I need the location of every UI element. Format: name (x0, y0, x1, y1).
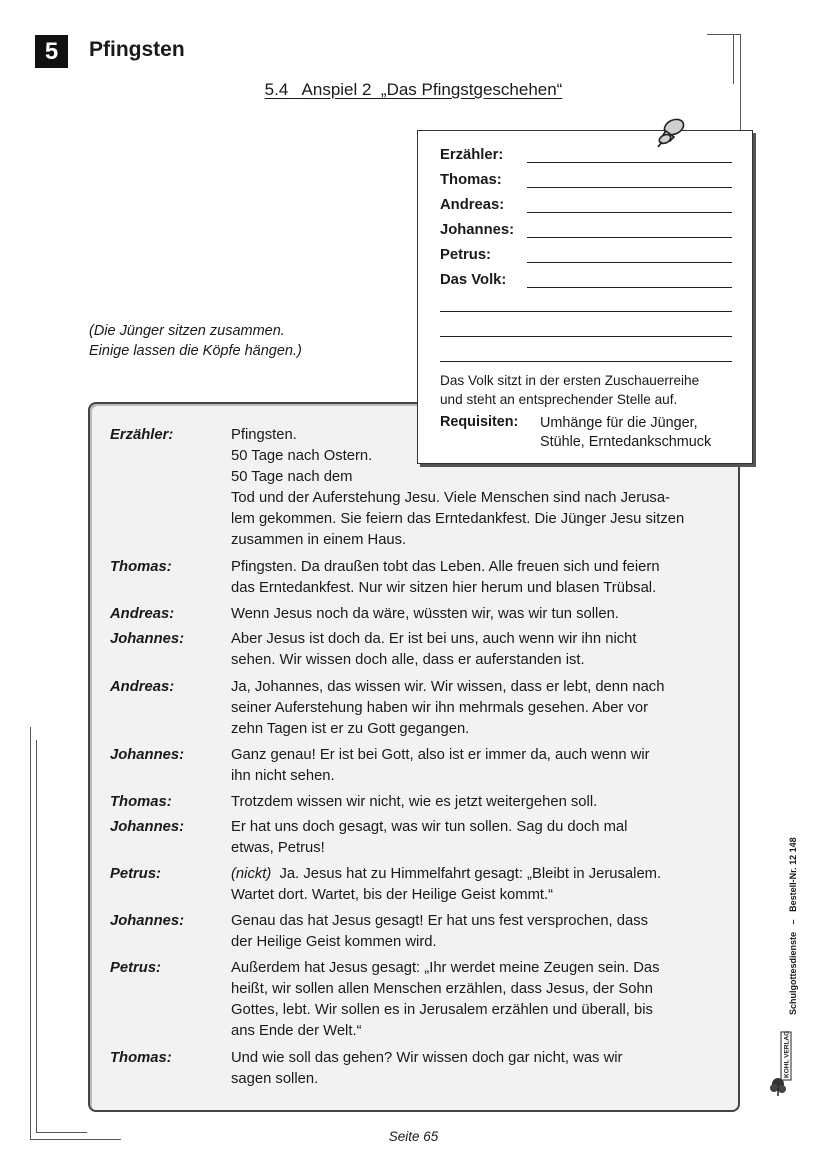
speech-line: Außerdem hat Jesus gesagt: „Ihr werdet meine Zeugen sein. Das (231, 960, 660, 976)
section-number: 5.4 (264, 80, 289, 99)
speech-line: 50 Tage nach dem (231, 469, 353, 485)
speech-line: Ja, Johannes, das wissen wir. Wir wissen, dass er lebt, denn nach (231, 679, 665, 695)
cast-role-thomas: Thomas: (440, 172, 502, 188)
speech-line: Pfingsten. Da draußen tobt das Leben. Alle freuen sich und feiern (231, 559, 660, 575)
section-title (0, 80, 827, 100)
speaker-name: Petrus: (110, 866, 161, 882)
speaker-name: Petrus: (110, 960, 161, 976)
speaker-name: Johannes: (110, 819, 184, 835)
speech-text (231, 911, 726, 953)
speech-line (231, 864, 726, 885)
blank-line (440, 361, 732, 362)
props-line: Stühle, Erntedankschmuck (540, 434, 712, 450)
speech-text (231, 958, 726, 1042)
props-label: Requisiten: (440, 414, 519, 430)
cast-role-johannes: Johannes: (440, 222, 514, 238)
bottom-left-bracket-inner (36, 740, 87, 1133)
speaker-name: Andreas: (110, 606, 175, 622)
sidebar-product-info (788, 837, 798, 1015)
publisher-logo (768, 1028, 794, 1098)
audience-note-line: und steht an entsprechender Stelle auf. (440, 392, 678, 407)
separator: – (788, 919, 798, 925)
cast-name-line (527, 287, 732, 288)
cast-name-line (527, 162, 732, 163)
speech-line: ans Ende der Welt.“ (231, 1023, 362, 1039)
speaker-name: Thomas: (110, 794, 172, 810)
speaker-name: Thomas: (110, 559, 172, 575)
speech-line: sehen. Wir wissen doch alle, dass er auferstanden ist. (231, 652, 585, 668)
speaker-name: Andreas: (110, 679, 175, 695)
speech-text (231, 604, 726, 625)
cast-role-andreas: Andreas: (440, 197, 505, 213)
props-list (540, 414, 711, 452)
speech-line: etwas, Petrus! (231, 840, 325, 856)
speech-text (231, 817, 726, 859)
audience-note (440, 371, 740, 409)
stage-direction (89, 321, 302, 361)
speech-text (231, 1048, 726, 1090)
speech-line: Trotzdem wissen wir nicht, wie es jetzt weitergehen soll. (231, 794, 598, 810)
speaker-name: Erzähler: (110, 427, 174, 443)
speech-text (231, 629, 726, 671)
chapter-number: 5 (44, 37, 59, 65)
blank-line (440, 311, 732, 312)
product-name: Schulgottesdienste (788, 931, 798, 1015)
speech-text (231, 745, 726, 787)
cast-card (417, 130, 753, 464)
speech-line: Wenn Jesus noch da wäre, wüssten wir, was wir tun sollen. (231, 606, 619, 622)
speech-line: heißt, wir sollen allen Menschen erzählen, dass Jesus, der Sohn (231, 981, 653, 997)
speech-line: Tod und der Auferstehung Jesu. Viele Menschen sind nach Jerusa- (231, 490, 670, 506)
speaker-name: Johannes: (110, 913, 184, 929)
blank-line (440, 336, 732, 337)
cast-name-line (527, 212, 732, 213)
speech-line: sagen sollen. (231, 1071, 319, 1087)
stage-direction-line-2: Einige lassen die Köpfe hängen.) (89, 343, 302, 359)
speech-line: 50 Tage nach Ostern. (231, 448, 373, 464)
cast-name-line (527, 237, 732, 238)
section-name: Anspiel 2 „Das Pfingstgeschehen“ (301, 80, 563, 99)
speech-text (231, 557, 726, 599)
speech-line: Er hat uns doch gesagt, was wir tun sollen. Sag du doch mal (231, 819, 628, 835)
order-number: Bestell-Nr. 12 148 (788, 837, 798, 912)
speech-line: lem gekommen. Sie feiern das Erntedankfest. Die Jünger Jesu sitzen (231, 511, 685, 527)
speech-line: der Heilige Geist kommen wird. (231, 934, 437, 950)
page-number: Seite 65 (388, 1129, 439, 1144)
speaker-name: Thomas: (110, 1050, 172, 1066)
speech-line: das Erntedankfest. Nur wir sitzen hier herum und blasen Trübsal. (231, 580, 657, 596)
speech-line: Und wie soll das gehen? Wir wissen doch gar nicht, was wir (231, 1050, 623, 1066)
speaker-name: Johannes: (110, 747, 184, 763)
publisher-name: KOHL VERLAG (783, 1030, 791, 1078)
pushpin-icon (654, 117, 688, 149)
speech-line: ihn nicht sehen. (231, 768, 335, 784)
speech-line: Aber Jesus ist doch da. Er ist bei uns, auch wenn wir ihn nicht (231, 631, 637, 647)
stage-direction-inline: (nickt) (231, 866, 272, 882)
audience-note-line: Das Volk sitzt in der ersten Zuschauerreihe (440, 373, 700, 388)
chapter-title: Pfingsten (89, 38, 185, 61)
speech-line: Genau das hat Jesus gesagt! Er hat uns fest versprochen, dass (231, 913, 649, 929)
speech-line: Wartet dort. Wartet, bis der Heilige Geist kommt.“ (231, 887, 554, 903)
speech-line: seiner Auferstehung haben wir ihn mehrmals gesehen. Aber vor (231, 700, 649, 716)
props-line: Umhänge für die Jünger, (540, 415, 698, 431)
cast-name-line (527, 187, 732, 188)
speaker-name: Johannes: (110, 631, 184, 647)
speech-line: Ganz genau! Er ist bei Gott, also ist er immer da, auch wenn wir (231, 747, 650, 763)
stage-direction-line-1: (Die Jünger sitzen zusammen. (89, 323, 285, 339)
speech-line: Pfingsten. (231, 427, 297, 443)
cast-name-line (527, 262, 732, 263)
speech-text (231, 677, 726, 740)
speech-line: zusammen in einem Haus. (231, 532, 407, 548)
cast-role-erzaehler: Erzähler: (440, 147, 504, 163)
top-right-bracket-inner2 (733, 34, 734, 84)
speech-text (231, 792, 726, 813)
chapter-number-box (35, 35, 68, 68)
speech-text (231, 864, 726, 906)
cast-role-volk: Das Volk: (440, 272, 507, 288)
speech-line-text: Ja. Jesus hat zu Himmelfahrt gesagt: „Bleibt in Jerusalem. (279, 866, 662, 882)
speech-line: Gottes, lebt. Wir sollen es in Jerusalem erzählen und überall, bis (231, 1002, 653, 1018)
top-right-bracket-outer (707, 34, 741, 65)
cast-role-petrus: Petrus: (440, 247, 491, 263)
speech-line: zehn Tagen ist er zu Gott gegangen. (231, 721, 470, 737)
